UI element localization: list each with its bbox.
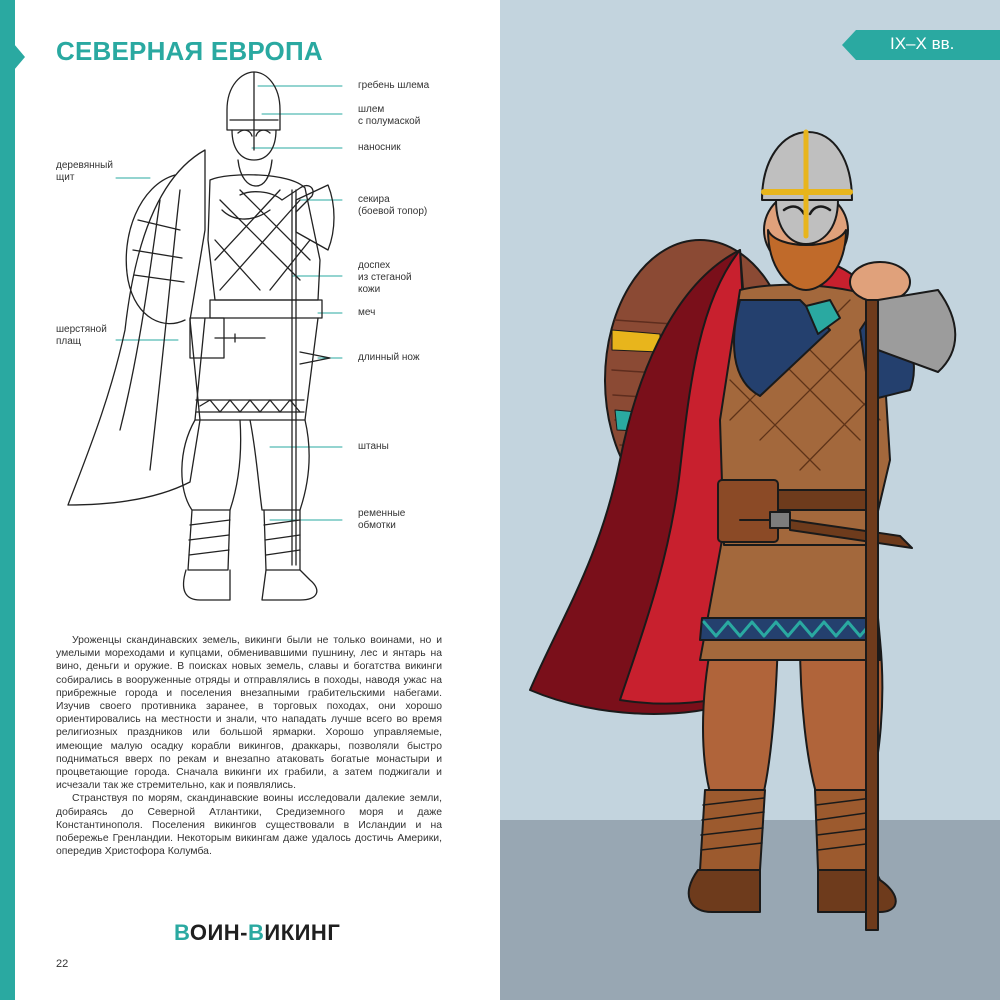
page-number: 22 xyxy=(56,958,69,970)
label-nasal: наносник xyxy=(358,142,401,153)
right-page xyxy=(500,0,1000,1000)
line-drawing-area xyxy=(0,70,500,620)
label-trousers: штаны xyxy=(358,441,389,452)
label-sword: меч xyxy=(358,307,376,318)
label-helmet-halfmask: шлем с полумаской xyxy=(358,104,421,127)
book-title-part: ОИН- xyxy=(189,920,248,945)
label-helmet-crest: гребень шлема xyxy=(358,80,430,91)
label-leader-lines xyxy=(116,86,342,520)
book-title-initial: В xyxy=(174,920,190,945)
paragraph: Странствуя по морям, скандинавские воины исследовали далекие земли, добираясь до Северной Атлантики, Средиземного моря и даже Константинополя. Поселения викингов существовали в Исландии и на побережье Гренландии. Некоторым викингам даже удалось достичь Америки, опередив Христофора Колумба. xyxy=(56,793,442,858)
label-long-knife: длинный нож xyxy=(358,352,420,363)
viking-color-illustration xyxy=(500,0,1000,1000)
paragraph: Уроженцы скандинавских земель, викинги были не только воинами, но и умелыми мореходами и купцами, обменивавшими пушнину, лес и янтарь на вино, деньги и оружие. В поисках новых земель, славы и богатства викинги собирались в вооруженные отряды и отправлялись в походы, наводя ужас на прибрежные города и поселения внезапными грабительскими набегами. Изучив своего противника заранее, в торговых походах, они хорошо ориентировались на местности и знали, что нападать лучше всего во время религиозных праздников или большой ярмарки. Хорошо управляемые, имеющие малую осадку корабли викингов, драккары, позволяли быстро подниматься вверх по рекам и внезапно атаковать богатые монастыри и процветающие города. Сначала викинги их грабили, а затем поджигали и исчезали так же стремительно, как и появлялись. xyxy=(56,635,442,792)
label-axe: секира (боевой топор) xyxy=(358,194,428,217)
label-wool-cloak: шерстяной плащ xyxy=(56,324,107,347)
section-tab-icon xyxy=(14,44,25,70)
region-title: СЕВЕРНАЯ ЕВРОПА xyxy=(56,36,323,66)
label-armor: доспех из стеганой кожи xyxy=(358,260,412,295)
book-title xyxy=(174,920,340,946)
label-wooden-shield: деревянный щит xyxy=(56,160,113,183)
book-title-part: ИКИНГ xyxy=(264,920,341,945)
book-title-initial: В xyxy=(247,920,265,945)
body-text xyxy=(56,634,442,858)
label-leg-wraps: ременные обмотки xyxy=(358,508,406,531)
era-label: IX–X вв. xyxy=(890,34,955,53)
